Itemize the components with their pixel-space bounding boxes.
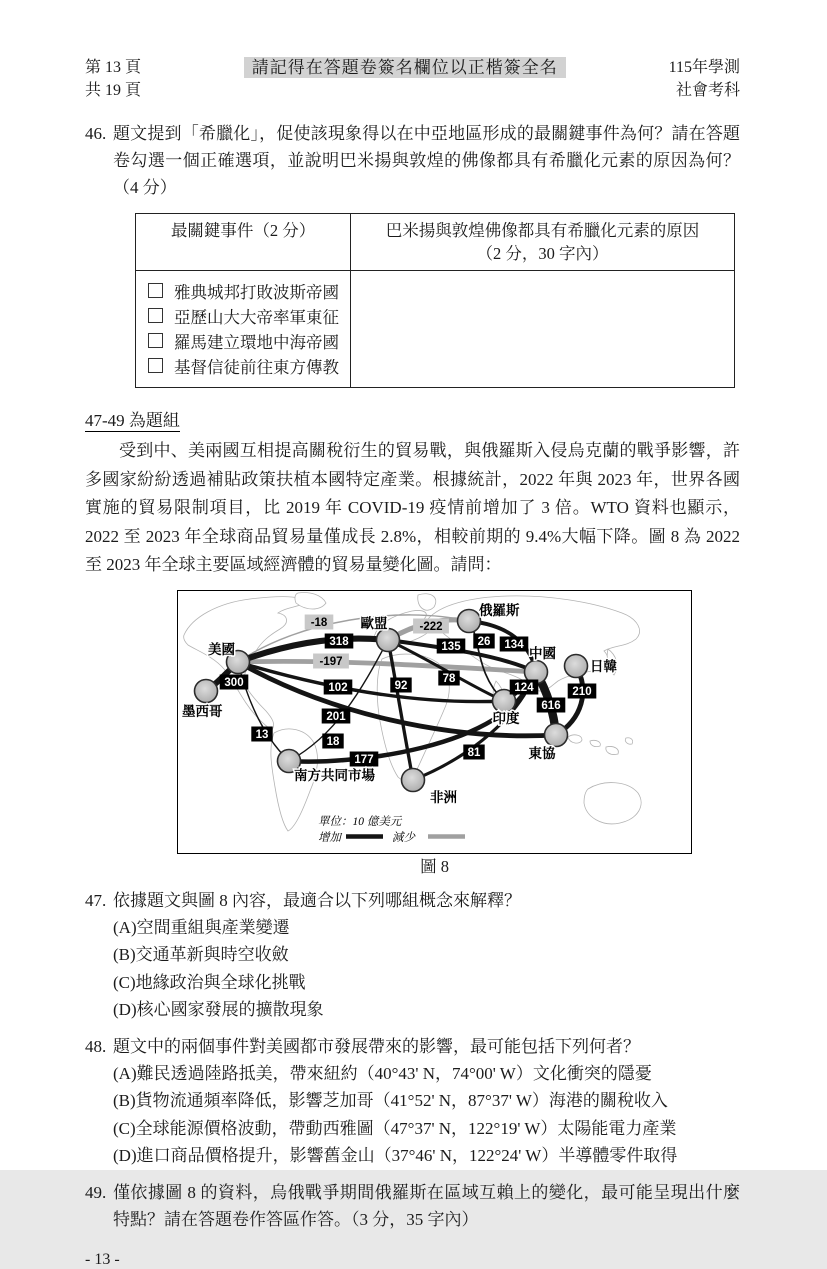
node-label-india: 印度 xyxy=(492,710,520,726)
edge-label-usa-russia xyxy=(305,614,334,629)
edge-label-russia-china xyxy=(500,636,529,651)
answer-blank-cell xyxy=(351,271,735,388)
signature-notice-banner xyxy=(244,56,566,80)
page-number-line: 第 13 頁 xyxy=(85,59,142,76)
question-47-number: 47. xyxy=(85,890,107,910)
node-label-eu: 歐盟 xyxy=(360,615,388,631)
map-legend xyxy=(318,815,465,844)
table-header-key-event: 最關鍵事件（2 分） xyxy=(136,214,351,271)
edge-label-japankorea-asean xyxy=(568,683,597,698)
node-mexico xyxy=(195,679,218,702)
edge-label-value: 81 xyxy=(467,746,481,759)
figure8 xyxy=(177,590,692,877)
edge-label-eu-russia xyxy=(413,618,449,633)
coastline xyxy=(568,734,582,742)
figure-caption: 圖 8 xyxy=(420,856,449,876)
node-label-usa: 美國 xyxy=(208,641,235,657)
table-option-row xyxy=(148,278,344,303)
edge-label-value: 300 xyxy=(224,676,244,689)
node-label-russia: 俄羅斯 xyxy=(479,602,520,618)
table-option-row xyxy=(148,303,344,328)
option-row: (B)交通革新與時空收斂 xyxy=(113,945,289,964)
legend-increase-label: 增加 xyxy=(318,831,341,844)
exam-info xyxy=(669,56,740,102)
table-option-text: 雅典城邦打敗波斯帝國 xyxy=(174,282,339,302)
edge-label-value: -197 xyxy=(319,655,343,668)
edge-label-mercosur-china xyxy=(350,751,379,766)
figure8-frame xyxy=(177,590,692,854)
edge-label-usa-china xyxy=(313,653,349,668)
checkbox-icon xyxy=(148,283,163,298)
question-47-options xyxy=(85,914,740,1024)
option-row: (B)貨物流通頻率降低，影響芝加哥（41°52' N，87°37' W）海港的關稅收入 xyxy=(113,1091,668,1110)
coastline xyxy=(606,746,619,754)
table-option-row xyxy=(148,353,344,378)
node-label-china: 中國 xyxy=(529,645,556,661)
node-asean xyxy=(545,723,568,746)
node-label-africa: 非洲 xyxy=(430,789,457,805)
question-49-text: 僅依據圖 8 的資料，烏俄戰爭期間俄羅斯在區域互賴上的變化，最可能呈現出什麼特點？請在答題卷作答區作答。（3 分，35 字內） xyxy=(113,1182,740,1229)
table-header-reason-line2: （2 分，30 字內） xyxy=(476,244,609,263)
edge-label-value: 135 xyxy=(441,640,461,653)
edge-label-usa-eu xyxy=(325,633,354,648)
edge-label-value: 124 xyxy=(514,681,534,694)
page-counter xyxy=(85,56,141,102)
edge-label-value: 201 xyxy=(326,710,346,723)
question-48-number: 48. xyxy=(85,1036,107,1056)
page-header xyxy=(85,56,740,102)
table-option-row xyxy=(148,328,344,353)
checkbox-icon xyxy=(148,358,163,373)
exam-subject-label: 社會考科 xyxy=(675,82,740,99)
option-row: (A)空間重組與產業變遷 xyxy=(113,917,290,937)
edge-label-usa-mercosur xyxy=(251,726,272,741)
table-option-text: 亞歷山大大帝率軍東征 xyxy=(174,307,339,327)
edge-label-value: 13 xyxy=(255,728,269,741)
edge-label-value: 18 xyxy=(326,735,340,748)
edge-label-value: 92 xyxy=(394,679,408,692)
edge-label-value: 102 xyxy=(328,681,348,694)
option-row: (D)進口商品價格提升，影響舊金山（37°46' N，122°24' W）半導體零件取得 xyxy=(113,1146,678,1165)
edge-label-eu-africa xyxy=(390,677,411,692)
legend-decrease-label: 減少 xyxy=(392,831,415,844)
edge-label-value: 616 xyxy=(541,699,561,712)
edge-label-value: -18 xyxy=(310,616,328,629)
question-49 xyxy=(85,1179,740,1233)
table-option-text: 基督信徒前往東方傳教 xyxy=(174,357,339,377)
edge-label-eu-india xyxy=(438,670,459,685)
edge-label-china-asean xyxy=(537,697,566,712)
option-row: (C)地緣政治與全球化挑戰 xyxy=(113,972,306,992)
node-label-mercosur: 南方共同市場 xyxy=(294,767,375,783)
signature-notice-text: 請記得在答題卷簽名欄位以正楷簽全名 xyxy=(244,57,566,78)
edge-label-usa-india xyxy=(324,679,353,694)
coastline xyxy=(418,593,436,609)
group-heading xyxy=(85,406,740,431)
question-49-number: 49. xyxy=(85,1182,107,1202)
node-africa xyxy=(402,768,425,791)
coastline xyxy=(625,737,632,743)
edge-label-usa-mexico xyxy=(220,674,249,689)
edge-label-value: 210 xyxy=(572,685,592,698)
group-heading-text: 47-49 為題組 xyxy=(85,411,180,430)
node-russia xyxy=(458,609,481,632)
node-japankorea xyxy=(565,654,588,677)
node-label-asean: 東協 xyxy=(528,745,556,761)
key-event-options-cell xyxy=(136,271,351,388)
option-row: (A)難民透過陸路抵美，帶來紐約（40°43' N，74°00' W）文化衝突的隱憂 xyxy=(113,1063,652,1083)
edge-label-value: -222 xyxy=(419,620,443,633)
edge-label-value: 78 xyxy=(442,672,456,685)
question-46 xyxy=(85,120,740,201)
table-header-reason xyxy=(351,214,735,271)
node-label-mexico: 墨西哥 xyxy=(182,703,223,719)
checkbox-icon xyxy=(148,333,163,348)
page-total-line: 共 19 頁 xyxy=(85,82,142,99)
edge-label-eu-china xyxy=(437,638,466,653)
exam-year-label: 115年學測 xyxy=(668,59,740,76)
question-46-text: 題文提到「希臘化」，促使該現象得以在中亞地區形成的最關鍵事件為何？請在答題卷勾選一個正確選項，並說明巴米揚與敦煌的佛像都具有希臘化元素的原因為何？（4 分） xyxy=(113,124,740,197)
edge-label-china-india xyxy=(510,679,539,694)
option-row: (D)核心國家發展的擴散現象 xyxy=(113,1000,324,1019)
edge-label-value: 177 xyxy=(354,753,374,766)
checkbox-icon xyxy=(148,308,163,323)
answer-table-46 xyxy=(135,213,735,388)
legend-unit-label: 單位：10 億美元 xyxy=(318,815,402,828)
question-47-text: 依據題文與圖 8 內容，最適合以下列哪組概念來解釋？ xyxy=(113,890,521,910)
edge-label-usa-asean xyxy=(322,708,351,723)
question-48-options xyxy=(85,1060,740,1170)
figure8-trade-map xyxy=(178,591,693,853)
coastline xyxy=(590,740,600,746)
coastline xyxy=(584,782,641,823)
edge-label-eu-mercosur xyxy=(322,733,343,748)
option-row: (C)全球能源價格波動，帶動西雅圖（47°37' N，122°19' W）太陽能電力產業 xyxy=(113,1118,677,1138)
coastline xyxy=(295,592,326,609)
edge-label-russia-india xyxy=(473,633,494,648)
question-48 xyxy=(85,1033,740,1060)
edge-label-value: 26 xyxy=(477,635,491,648)
question-48-text: 題文中的兩個事件對美國都市發展帶來的影響，最可能包括下列何者？ xyxy=(113,1036,640,1056)
question-46-number: 46. xyxy=(85,124,107,143)
question-47 xyxy=(85,887,740,914)
edge-label-value: 318 xyxy=(329,635,349,648)
node-label-japankorea: 日韓 xyxy=(590,658,617,674)
edge-label-africa-china xyxy=(463,744,484,759)
table-header-reason-line1: 巴米揚與敦煌佛像都具有希臘化元素的原因 xyxy=(385,221,700,240)
passage-paragraph: 受到中、美兩國互相提高關稅衍生的貿易戰，與俄羅斯入侵烏克蘭的戰爭影響，許多國家紛紛透過補貼政策扶植本國特定產業。根據統計，2022 年與 2023 年，世界各國實施的貿易限制項目，比 2019 年 COVID-19 疫情前增加了 3 倍。WTO 資料也顯示，2022 至 2023 年全球商品貿易量僅成長 2.8%，相較前期的 9.4%大幅下降。圖 8 為 2022 至 2023 年全球主要區域經濟體的貿易量變化圖。請問： xyxy=(85,441,740,574)
edge-label-value: 134 xyxy=(504,638,524,651)
table-option-text: 羅馬建立環地中海帝國 xyxy=(174,332,339,352)
node-eu xyxy=(377,628,400,651)
footer-page-number: - 13 - xyxy=(85,1250,120,1268)
